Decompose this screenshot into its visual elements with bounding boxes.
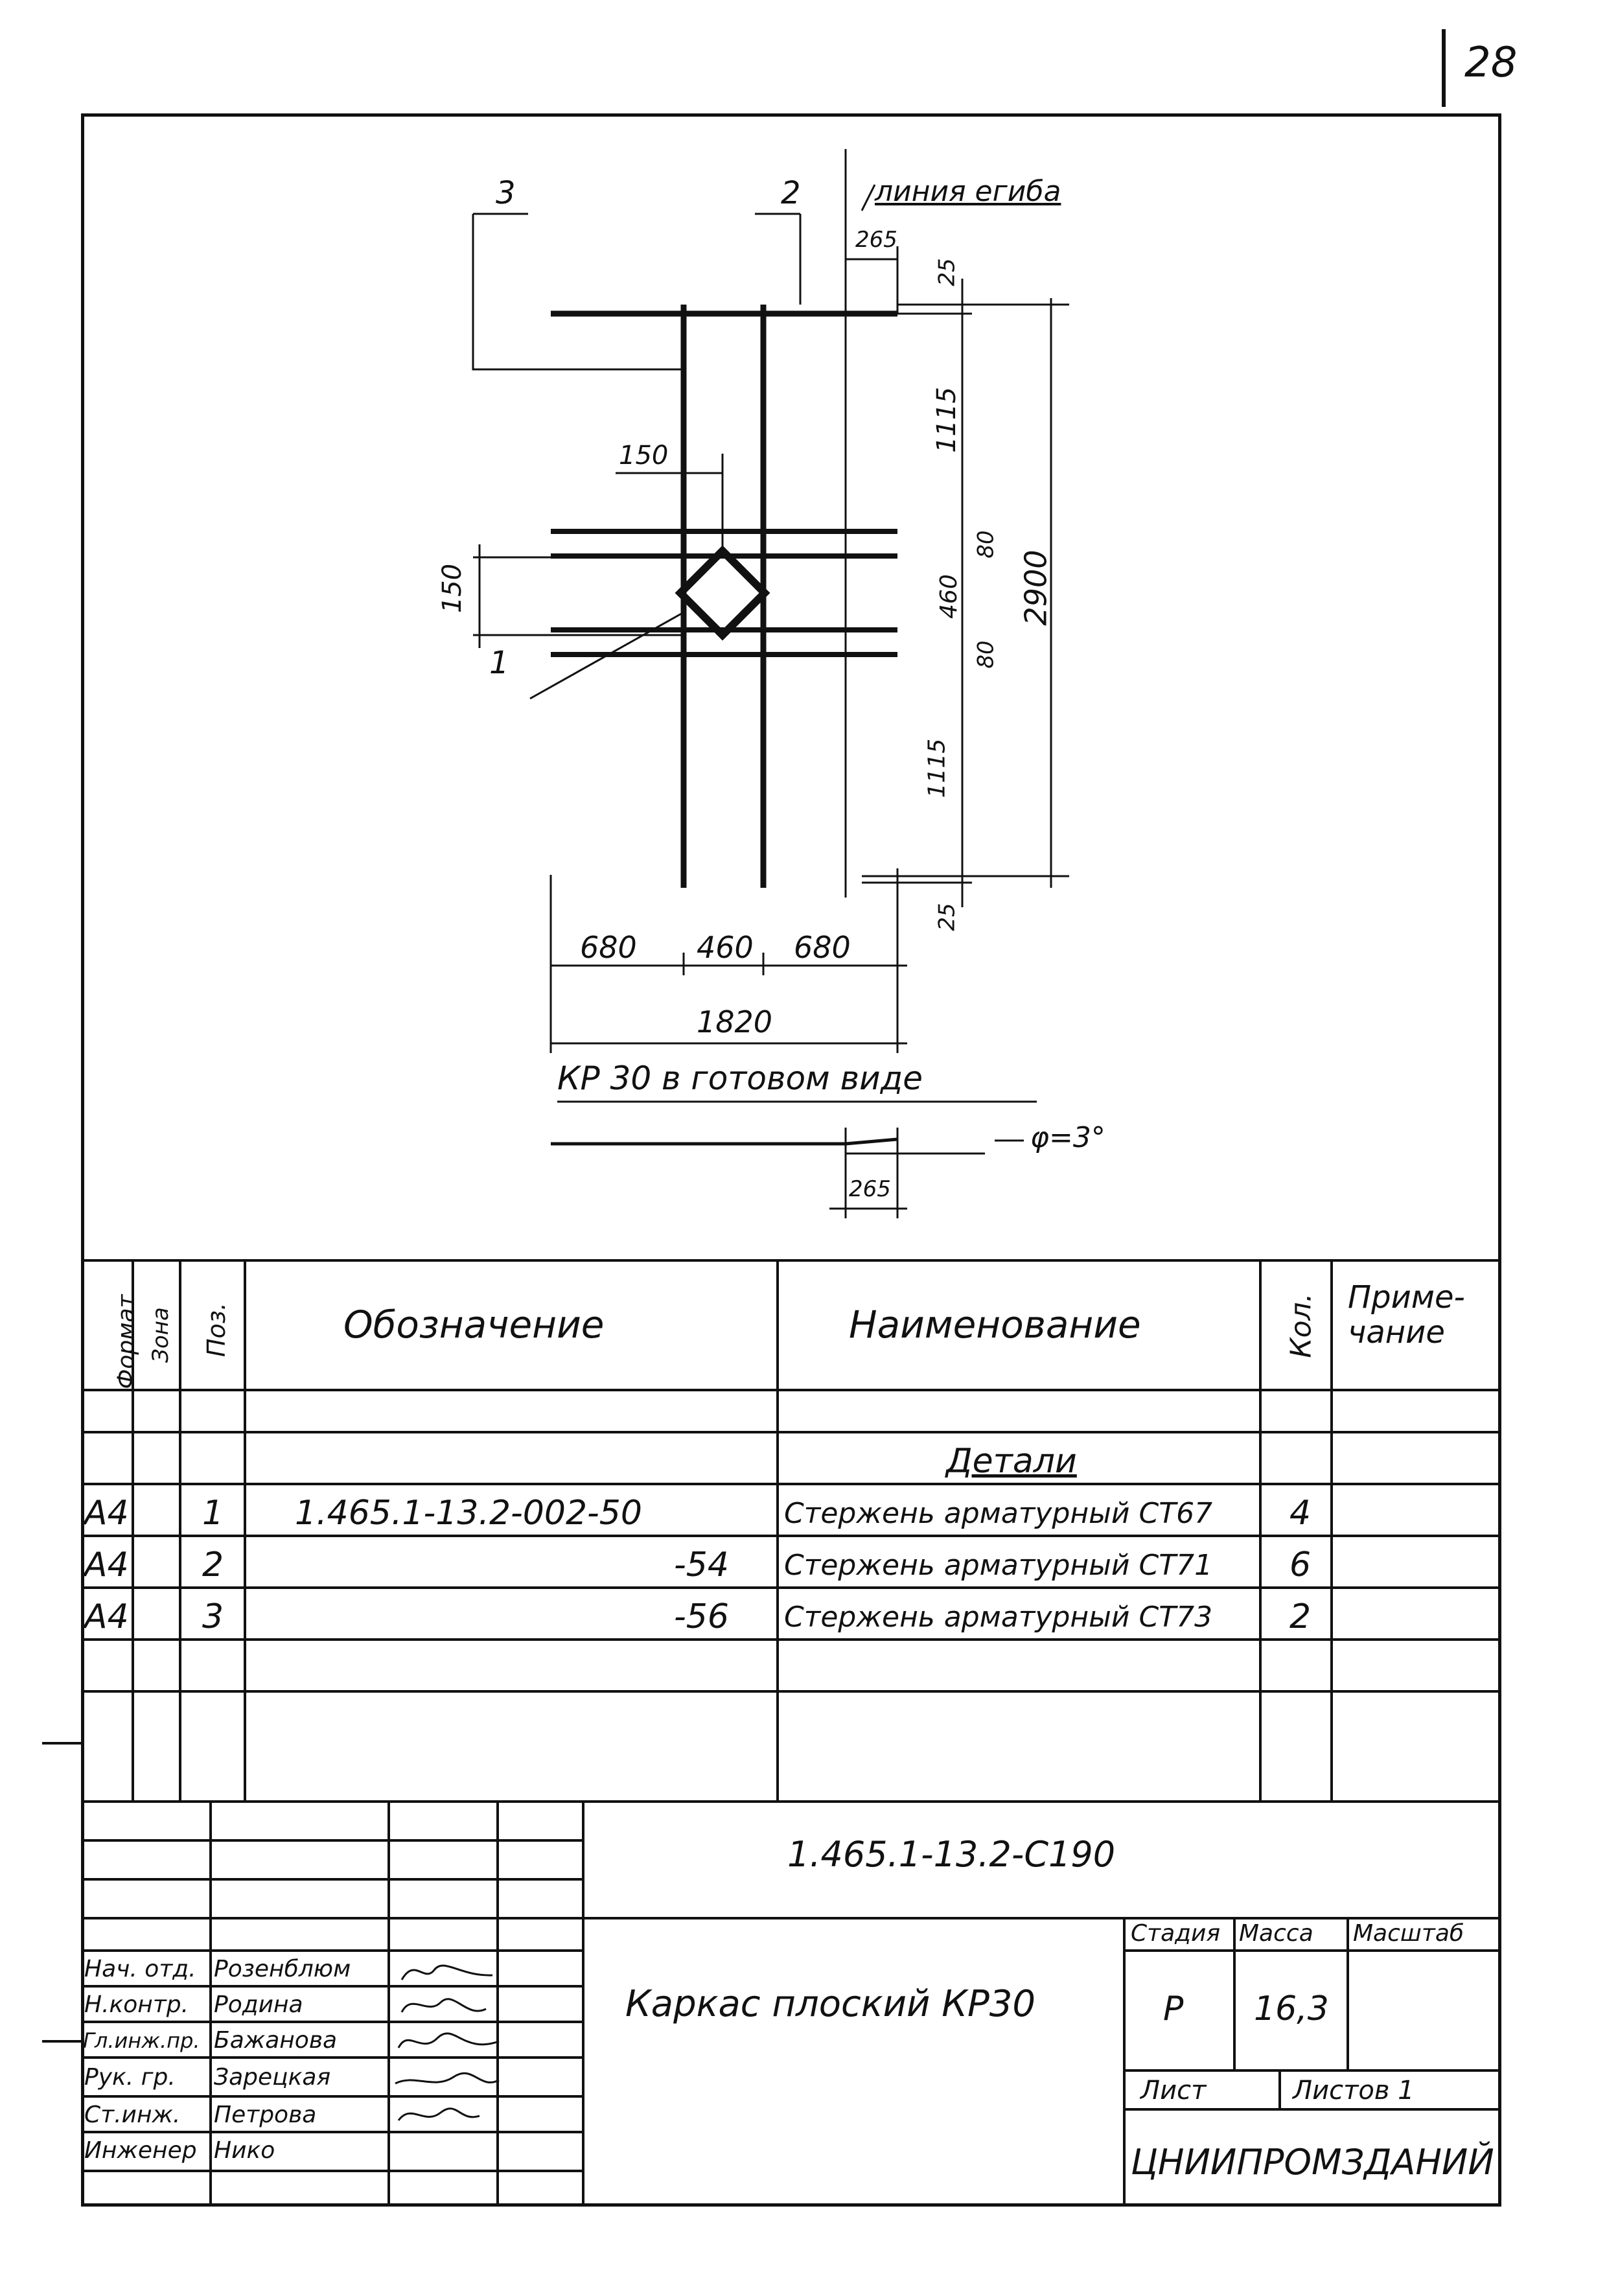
row3-pos: 3 (202, 1597, 224, 1636)
bend-line-label: линия егиба (875, 175, 1061, 208)
dim-1115-top: 1115 (931, 387, 962, 453)
header-pos: Поз. (202, 1302, 231, 1358)
dim-150-horizontal: 150 (619, 441, 669, 470)
section-label: Детали (946, 1442, 1077, 1481)
dim-top-265: 265 (855, 227, 897, 253)
header-format: Формат (113, 1294, 140, 1389)
dim-1115-bottom: 1115 (923, 738, 951, 798)
mass-value: 16,3 (1254, 1989, 1329, 2028)
dim-460-vertical: 460 (935, 574, 962, 619)
mass-label: Масса (1239, 1920, 1313, 1947)
row3-format: А4 (84, 1597, 129, 1636)
document-code: 1.465.1-13.2-С190 (787, 1834, 1116, 1875)
page-number: 28 (1464, 39, 1518, 87)
dim-80-bottom: 80 (973, 640, 999, 669)
role-4: Рук. гр. (84, 2064, 176, 2091)
person-3: Бажанова (214, 2027, 338, 2054)
sheet-label: Лист (1140, 2076, 1207, 2105)
row1-name: Стержень арматурный СТ67 (784, 1497, 1213, 1530)
row3-designation: -56 (674, 1597, 729, 1636)
dim-150-vertical: 150 (437, 563, 468, 614)
role-1: Нач. отд. (84, 1956, 196, 1982)
document-title: Каркас плоский КР30 (625, 1983, 1036, 2025)
callout-pos2: 2 (781, 175, 801, 211)
dim-bend-angle: φ=3° (1030, 1121, 1105, 1154)
organization: ЦНИИПРОМЗДАНИЙ (1131, 2142, 1494, 2183)
dim-460-horizontal: 460 (697, 930, 754, 965)
callout-pos1: 1 (489, 645, 509, 681)
header-note: Приме-чание (1348, 1279, 1465, 1351)
row1-designation: 1.465.1-13.2-002-50 (295, 1494, 642, 1533)
row2-format: А4 (84, 1546, 129, 1584)
row2-designation: -54 (674, 1546, 729, 1584)
row3-qty: 2 (1289, 1597, 1312, 1636)
dim-bottom-265: 265 (849, 1176, 891, 1202)
role-6: Инженер (84, 2137, 197, 2164)
scale-label: Масштаб (1353, 1920, 1464, 1947)
row1-format: А4 (84, 1494, 129, 1533)
dim-80-top: 80 (973, 530, 999, 559)
header-zone: Зона (147, 1307, 174, 1363)
dim-2900: 2900 (1018, 550, 1054, 626)
person-4: Зарецкая (214, 2064, 331, 2091)
row2-qty: 6 (1289, 1546, 1312, 1584)
row1-pos: 1 (202, 1494, 224, 1533)
row1-qty: 4 (1289, 1494, 1312, 1533)
header-name: Наименование (849, 1303, 1141, 1347)
role-3: Гл.инж.пр. (83, 2028, 200, 2053)
bent-bar-diamond (680, 551, 765, 635)
sheets-label: Листов 1 (1293, 2076, 1415, 2105)
dim-1820: 1820 (697, 1004, 773, 1039)
stage-label: Стадия (1131, 1920, 1221, 1947)
dim-680-left: 680 (580, 930, 637, 965)
person-2: Родина (214, 1991, 303, 2018)
person-1: Розенблюм (214, 1956, 351, 1982)
leader-pos3 (473, 214, 684, 369)
role-2: Н.контр. (84, 1991, 189, 2018)
signatures (389, 1951, 518, 2139)
person-6: Нико (214, 2137, 275, 2164)
header-designation: Обозначение (343, 1303, 605, 1347)
dim-680-right: 680 (794, 930, 851, 965)
row3-name: Стержень арматурный СТ73 (784, 1601, 1213, 1634)
row2-name: Стержень арматурный СТ71 (784, 1549, 1213, 1582)
stage-value: Р (1163, 1989, 1184, 2028)
dim-bottom-25: 25 (934, 903, 960, 931)
row2-pos: 2 (202, 1546, 224, 1584)
header-qty: Кол. (1284, 1293, 1318, 1358)
person-5: Петрова (214, 2102, 317, 2128)
drawing-caption: КР 30 в готовом виде (557, 1060, 923, 1097)
callout-pos3: 3 (496, 175, 516, 211)
dim-top-25: 25 (934, 258, 960, 286)
cage-drawing (473, 149, 1069, 1218)
leader-bend (862, 185, 875, 211)
role-5: Ст.инж. (84, 2102, 181, 2128)
